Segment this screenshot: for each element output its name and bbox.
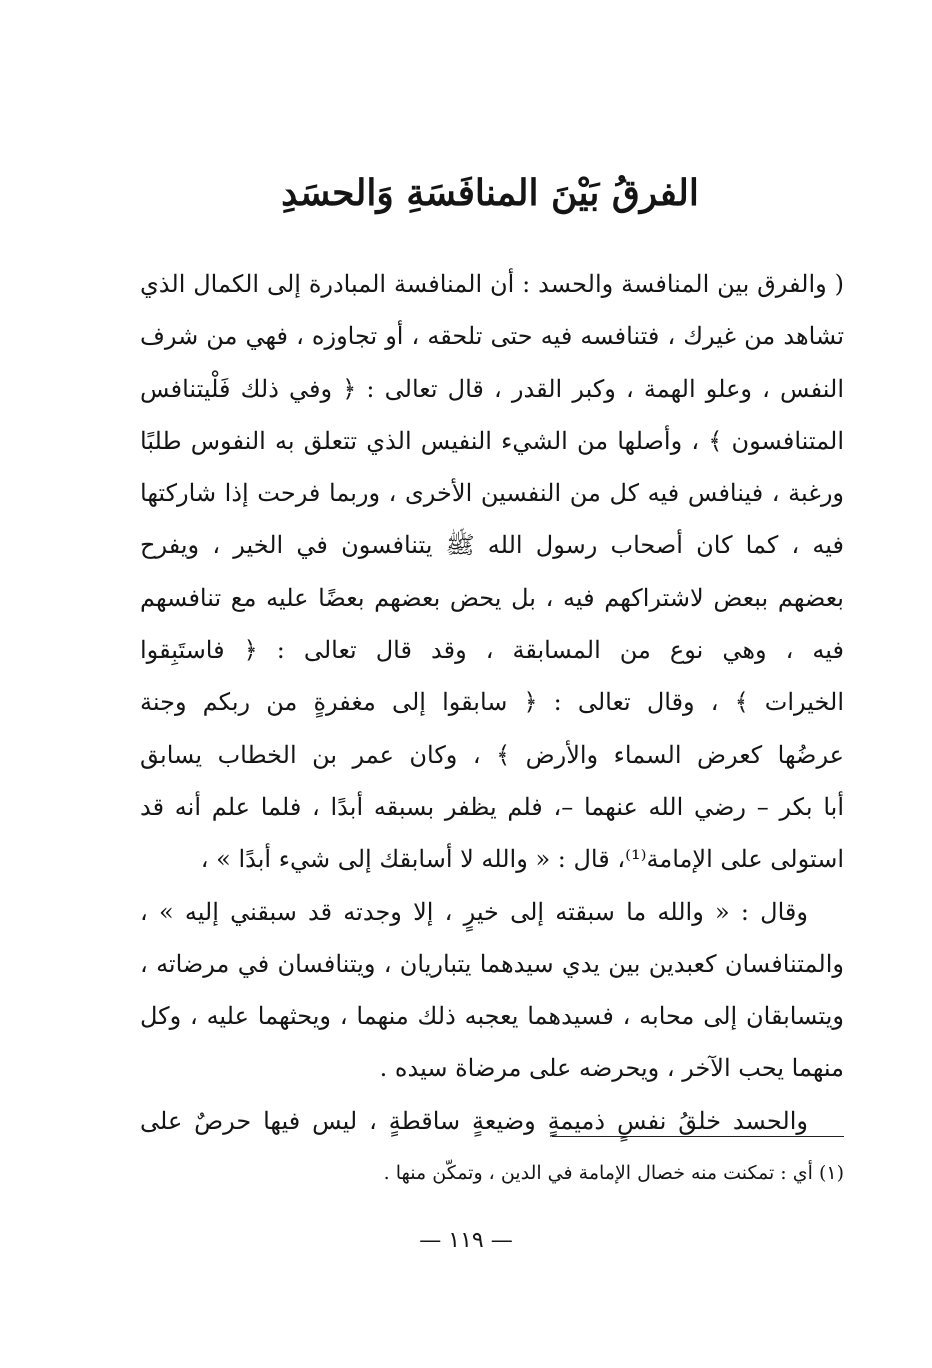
text-line: النفس ، وعلو الهمة ، وكبر القدر ، قال تعالى : ﴿ وفي ذلك فَلْيتنافس [140, 374, 844, 403]
text-line: فيه ، كما كان أصحاب رسول الله ﷺ يتنافسون في الخير ، ويفرح [140, 531, 844, 560]
text-line: ( والفرق بين المنافسة والحسد : أن المنافسة المبادرة إلى الكمال الذي [140, 270, 844, 298]
text-line: الخيرات ﴾ ، وقال تعالى : ﴿ سابقوا إلى مغفرةٍ من ربكم وجنة [140, 688, 844, 717]
text-line: استولى على الإمامة⁽¹⁾، قال : « والله لا أسابقك إلى شيء أبدًا » ، [200, 845, 844, 874]
text-line: ويتسابقان إلى محابه ، فسيدهما يعجبه ذلك منهما ، ويحثهما عليه ، وكل [140, 1002, 844, 1031]
text-line: منهما يحب الآخر ، ويحرضه على مرضاة سيده . [379, 1054, 844, 1083]
text-line: ورغبة ، فينافس فيه كل من النفسين الأخرى ، وربما فرحت إذا شاركتها [140, 479, 844, 508]
text-line: والحسد خلقُ نفسٍ ذميمةٍ وضيعةٍ ساقطةٍ ، ليس فيها حرصٌ على [140, 1106, 808, 1135]
text-line: والمتنافسان كعبدين بين يدي سيدهما يتباريان ، ويتنافسان في مرضاته ، [140, 949, 844, 978]
page-number: — ١١٩ — [419, 1228, 513, 1253]
body-text [140, 258, 844, 1147]
text-line: أبا بكر – رضي الله عنهما –، فلم يظفر بسبقه أبدًا ، فلما علم أنه قد [140, 792, 844, 821]
text-line: وقال : « والله ما سبقته إلى خيرٍ ، إلا وجدته قد سبقني إليه » ، [140, 897, 808, 926]
text-line: المتنافسون ﴾ ، وأصلها من الشيء النفيس الذي تتعلق به النفوس طلبًا [140, 426, 845, 455]
text-line: تشاهد من غيرك ، فتنافسه فيه حتى تلحقه ، أو تجاوزه ، فهي من شرف [140, 322, 844, 351]
text-line: فيه ، وهي نوع من المسابقة ، وقد قال تعالى : ﴿ فاستَبِقوا [140, 636, 844, 665]
footnote-divider [552, 1136, 844, 1137]
footnote: (١) أي : تمكنت منه خصال الإمامة في الدين ، وتمكّن منها . [383, 1162, 844, 1184]
text-line: بعضهم ببعض لاشتراكهم فيه ، بل يحض بعضهم بعضًا عليه مع تنافسهم [140, 583, 844, 612]
section-title: الفرقُ بَيْنَ المنافَسَةِ وَالحسَدِ [281, 172, 699, 214]
text-line: عرضُها كعرض السماء والأرض ﴾ ، وكان عمر بن الخطاب يسابق [140, 740, 845, 769]
